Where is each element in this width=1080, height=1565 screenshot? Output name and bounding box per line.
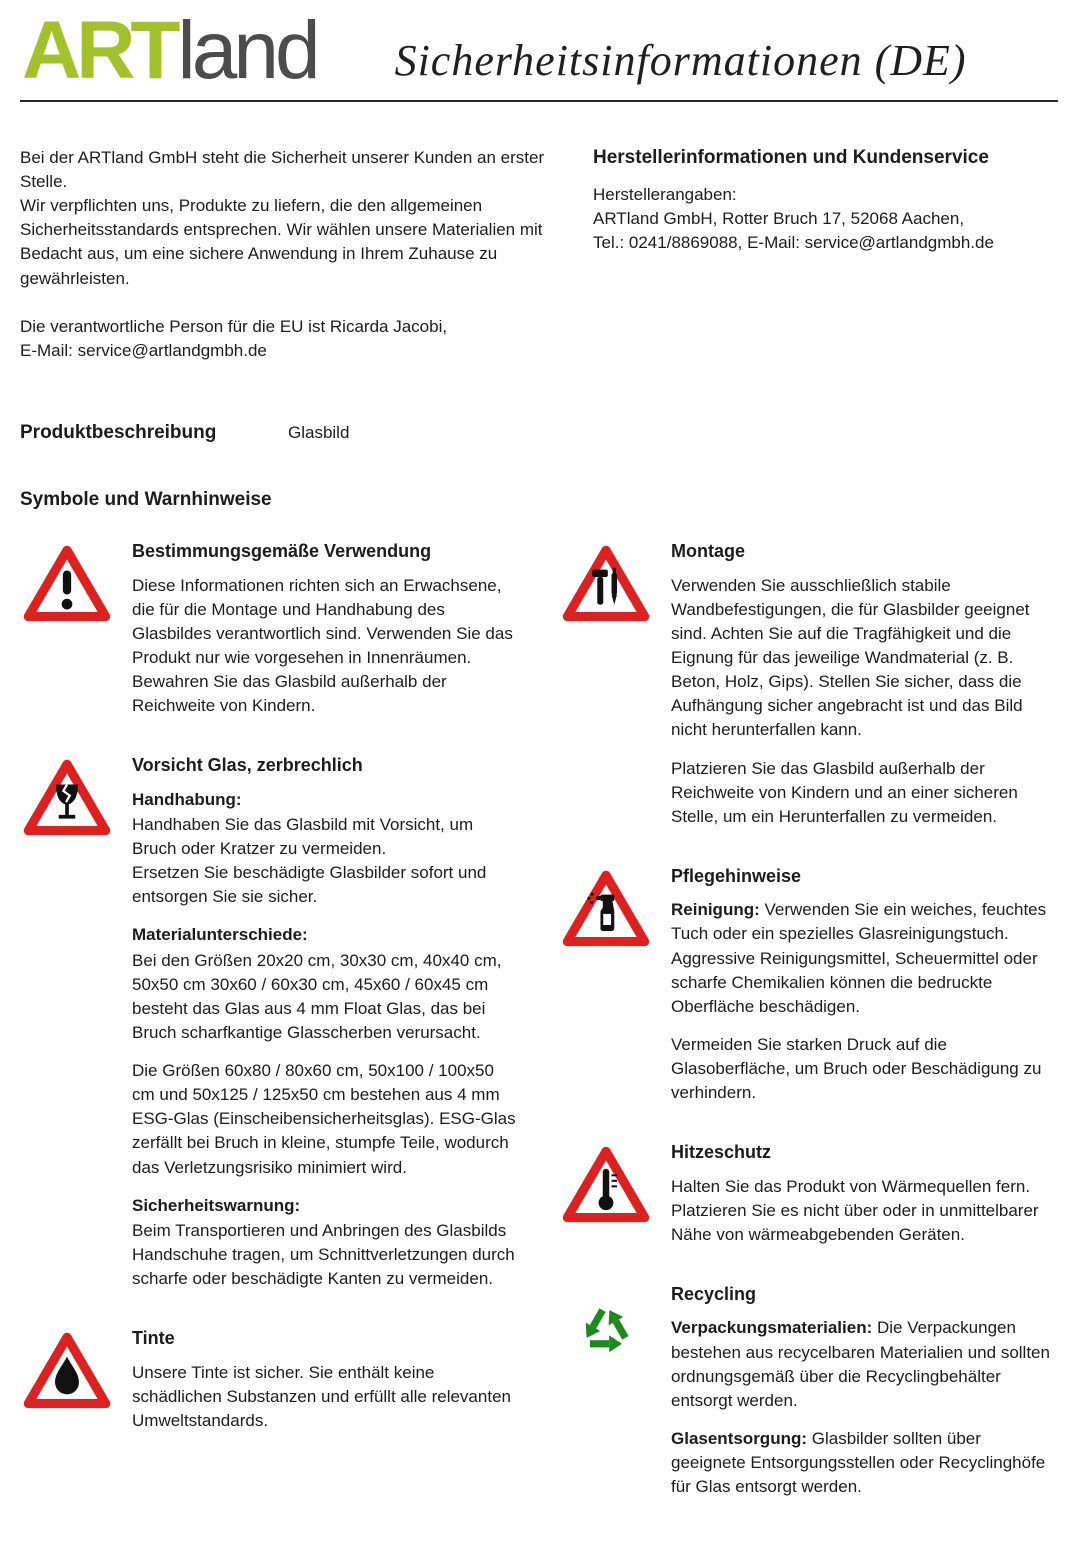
thermometer-icon (559, 1141, 653, 1247)
symbols-section-heading: Symbole und Warnhinweise (20, 488, 272, 510)
manufacturer-line-1: Herstellerangaben: (593, 184, 737, 204)
section-tinte (20, 1327, 519, 1433)
handling-body-line: Handhaben Sie das Glasbild mit Vorsicht, um Bruch oder Kratzer zu vermeiden. (132, 814, 474, 859)
material-subheading: Materialunterschiede: (132, 925, 308, 945)
cleaning-label: Reinigung: (671, 900, 760, 920)
header-divider (20, 100, 1058, 102)
section-heading: Vorsicht Glas, zerbrechlich (132, 755, 363, 776)
glass-disposal-label: Glasentsorgung: (671, 1428, 808, 1448)
section-montage (559, 540, 1058, 829)
cleaning-body: Verwenden Sie ein weiches, feuchtes Tuch oder ein spezielles Glasreinigungstuch. Aggressive Reinigungsmittel, Scheuermittel oder scharfe Chemikalien können die bedruckte Oberfläche beschädigen. (671, 900, 1047, 1016)
page-title: Sicherheitsinformationen (DE) (394, 35, 967, 85)
fragile-glass-icon (20, 754, 114, 1291)
material-body: Bei den Größen 20x20 cm, 30x30 cm, 40x40 cm, 50x50 cm 30x60 / 60x30 cm, 45x60 / 60x45 cm besteht das Glas aus 4 mm Float Glas, das bei Bruch scharfkantige Glasscherben verursacht. (132, 950, 502, 1042)
warnings-left-column (20, 540, 519, 1535)
safety-warning-subheading: Sicherheitswarnung: (132, 1195, 301, 1215)
section-heading: Bestimmungsgemäße Verwendung (132, 541, 432, 562)
manufacturer-info (593, 146, 1058, 363)
logo-land-text: land (177, 5, 317, 96)
section-heading: Recycling (671, 1284, 757, 1305)
packaging-body: Die Verpackungen bestehen aus recycelbaren Materialien und sollten ordnungsgemäß über die Recyclingbehälter entsorgt werden. (671, 1318, 1050, 1410)
product-description-row (20, 421, 1058, 446)
manufacturer-line-3: Tel.: 0241/8869088, E-Mail: service@artlandgmbh.de (593, 232, 994, 252)
handling-body-line: Ersetzen Sie beschädigte Glasbilder sofort und entsorgen Sie sie sicher. (132, 863, 487, 907)
section-body: Diese Informationen richten sich an Erwachsene, die für die Montage und Handhabung des Glasbildes verantwortlich sind. Verwenden Sie das Produkt nur wie vorgesehen in Innenräumen. Bewahren Sie das Glasbild außerhalb der Reichweite von Kindern. (132, 575, 513, 716)
section-vorsicht-glas (20, 754, 519, 1291)
section-body: Unsere Tinte ist sicher. Sie enthält keine schädlichen Substanzen und erfüllt alle relevanten Umweltstandards. (132, 1362, 511, 1430)
statement-paragraph-1: Bei der ARTland GmbH steht die Sicherheit unserer Kunden an erster Stelle. (20, 147, 545, 192)
artland-logo (20, 5, 317, 96)
glass-disposal (671, 1427, 1058, 1499)
ink-drop-icon (20, 1327, 114, 1433)
section-text (671, 865, 1058, 1105)
product-description-label: Produktbeschreibung (20, 421, 217, 443)
section-hitzeschutz (559, 1141, 1058, 1247)
section-heading: Pflegehinweise (671, 865, 802, 886)
spray-bottle-icon (559, 865, 653, 1105)
section-pflegehinweise (559, 865, 1058, 1105)
section-recycling (559, 1283, 1058, 1499)
section-text (132, 1327, 519, 1433)
section-text (671, 1283, 1058, 1499)
section-heading: Montage (671, 541, 745, 562)
product-description-value: Glasbild (288, 422, 350, 442)
logo-art-text: ART (22, 5, 176, 96)
glass-disposal-body: Glasbilder sollten über geeignete Entsorgungsstellen oder Recyclinghöfe für Glas entsorgt werden. (671, 1428, 1046, 1497)
section-text (671, 1141, 1058, 1247)
section-bestimmungsgemaesse-verwendung (20, 540, 519, 718)
company-statement (20, 146, 565, 363)
statement-paragraph-2: Wir verpflichten uns, Produkte zu liefern, die den allgemeinen Sicherheitsstandards entsprechen. Wir wählen unsere Materialien mit Bedacht aus, um eine sichere Anwendung in Ihrem Zuhause zu gewährleisten. (20, 196, 543, 288)
tools-icon (559, 540, 653, 829)
responsible-person-line: Die verantwortliche Person für die EU ist Ricarda Jacobi, (20, 316, 448, 336)
manufacturer-heading: Herstellerinformationen und Kundenservice (593, 146, 989, 168)
responsible-person-email: E-Mail: service@artlandgmbh.de (20, 340, 267, 360)
intro-section (20, 146, 1058, 363)
packaging-label: Verpackungsmaterialien: (671, 1318, 873, 1338)
esg-body: Die Größen 60x80 / 80x60 cm, 50x100 / 100x50 cm und 50x125 / 125x50 cm bestehen aus 4 mm ESG-Glas (Einscheibensicherheitsglas). ESG-Glas zerfällt bei Bruch in kleine, stumpfe Teile, wodurch das Verletzungsrisiko minimiert wird. (132, 1061, 516, 1177)
section-text (671, 540, 1058, 829)
section-heading: Hitzeschutz (671, 1142, 772, 1163)
montage-body-1: Verwenden Sie ausschließlich stabile Wandbefestigungen, die für Glasbilder geeignet sind. Achten Sie auf die Tragfähigkeit und die Eignung für das jeweilige Wandmaterial (z. B. Beton, Holz, Gips). Stellen Sie sicher, dass die Aufhängung sicher angebracht ist und das Bild nicht herunterfallen kann. (671, 575, 1030, 740)
responsible-person-text (20, 315, 565, 363)
manufacturer-line-2: ARTland GmbH, Rotter Bruch 17, 52068 Aachen, (593, 208, 965, 228)
packaging-materials (671, 1316, 1058, 1413)
document-header (20, 5, 1058, 96)
safety-warning-body: Beim Transportieren und Anbringen des Glasbilds Handschuhe tragen, um Schnittverletzungen durch scharfe oder beschädigte Kanten zu vermeiden. (132, 1220, 515, 1289)
cleaning-instructions (671, 898, 1058, 1019)
section-body: Halten Sie das Produkt von Wärmequellen fern. Platzieren Sie es nicht über oder in unmittelbarer Nähe von wärmeabgebenden Geräten. (671, 1176, 1039, 1244)
section-heading: Tinte (132, 1328, 175, 1349)
warnings-grid (20, 540, 1058, 1535)
recycling-icon (559, 1283, 653, 1499)
section-text (132, 540, 519, 718)
montage-body-2: Platzieren Sie das Glasbild außerhalb der Reichweite von Kindern und an einer sicheren Stelle, um ein Herunterfallen zu vermeiden. (671, 758, 1018, 826)
warnings-right-column (559, 540, 1058, 1535)
section-text (132, 754, 519, 1291)
warning-exclamation-icon (20, 540, 114, 718)
handling-subheading: Handhabung: (132, 789, 242, 809)
pressure-warning-body: Vermeiden Sie starken Druck auf die Glasoberfläche, um Bruch oder Beschädigung zu verhindern. (671, 1034, 1042, 1103)
